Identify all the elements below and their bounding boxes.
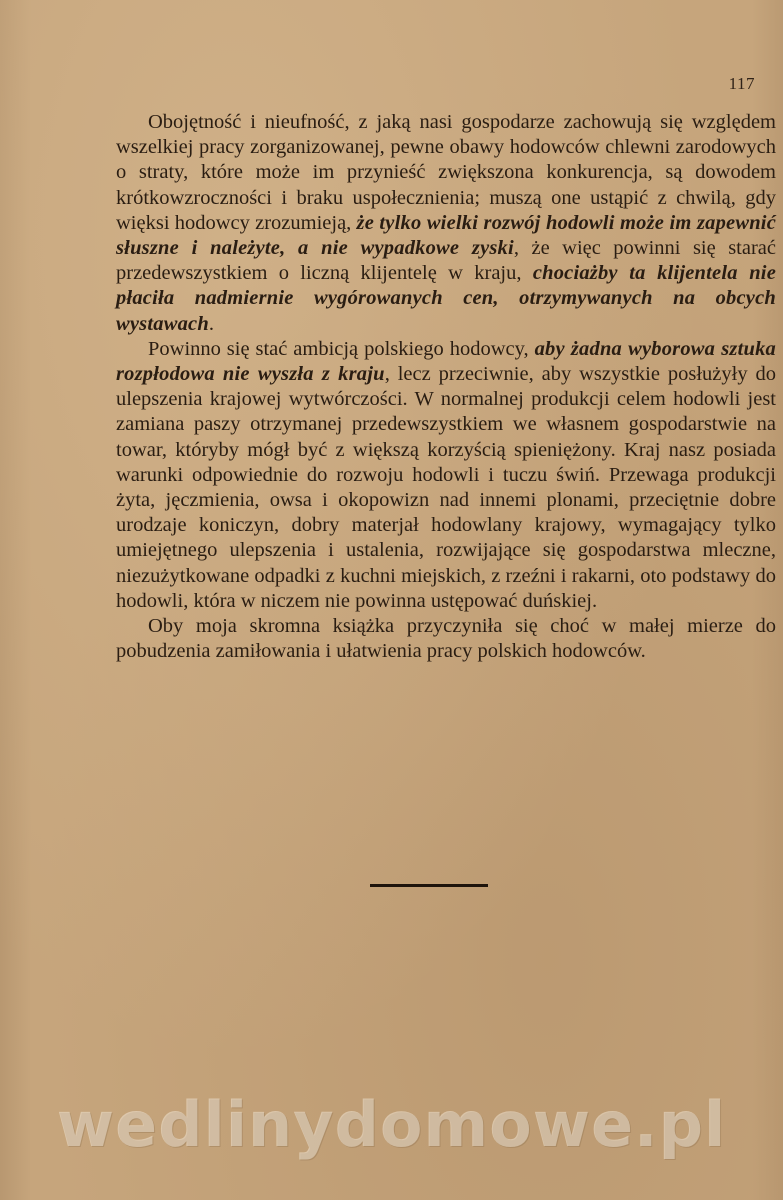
text-segment: Obojętność i nieufność, z jaką nasi gospodarze zachowują się względem wszelkiej pracy zorganizowanej, pewne obawy hodowców chlewni zarodowych o straty, które może im przynieść zwiększona konkurencja, są dowodem krótkowzroczności i braku uspołecznienia; muszą one ustąpić z chwilą, gdy więksi hodowcy zrozumieją,	[116, 111, 776, 234]
emphasis-segment: aby żadna wyborowa sztuka rozpłodowa nie wyszła z kraju	[116, 337, 776, 386]
paragraph-3	[116, 614, 776, 664]
text-segment: , że więc powinni się starać przedewszystkiem o liczną klijentelę w kraju,	[116, 237, 776, 285]
page-number: 117	[728, 74, 755, 93]
emphasis-segment: chociażby ta klijentela nie płaciła nadmiernie wygórowanych cen, otrzymywanych na obcych wystawach	[116, 262, 776, 335]
body-text	[116, 110, 776, 664]
text-segment: Oby moja skromna książka przyczyniła się choć w małej mierze do pobudzenia zamiłowania i ułatwienia pracy polskich hodowców.	[116, 615, 776, 663]
emphasis-segment: że tylko wielki rozwój hodowli może im zapewnić słuszne i należyte, a nie wypadkowe zyski	[116, 211, 776, 260]
text-segment: , lecz przeciwnie, aby wszystkie posłużyły do ulepszenia krajowej wytwórczości. W normalnej produkcji celem hodowli jest zamiana paszy otrzymanej przedewszystkiem we własnem gospodarstwie na towar, któryby mógł być z większą korzyścią spieniężony. Kraj nasz posiada warunki odpowiednie do rozwoju hodowli i tuczu świń. Przewaga produkcji żyta, jęczmienia, owsa i okopowizn nad innemi plonami, przeciętnie dobre urodzaje koniczyn, dobry materjał hodowlany krajowy, wymagający tylko umiejętnego ulepszenia i ustalenia, rozwijające się gospodarstwa mleczne, niezużytkowane odpadki z kuchni miejskich, z rzeźni i rakarni, oto podstawy do hodowli, która w niczem nie powinna ustępować duńskiej.	[116, 363, 777, 612]
text-segment: Powinno się stać ambicją polskiego hodowcy,	[148, 337, 535, 360]
watermark: wedlinydomowe.pl	[56, 1088, 727, 1161]
closing-rule	[370, 884, 488, 887]
paragraph-2	[116, 337, 776, 614]
paragraph-1	[116, 110, 776, 337]
text-segment: .	[208, 312, 215, 335]
